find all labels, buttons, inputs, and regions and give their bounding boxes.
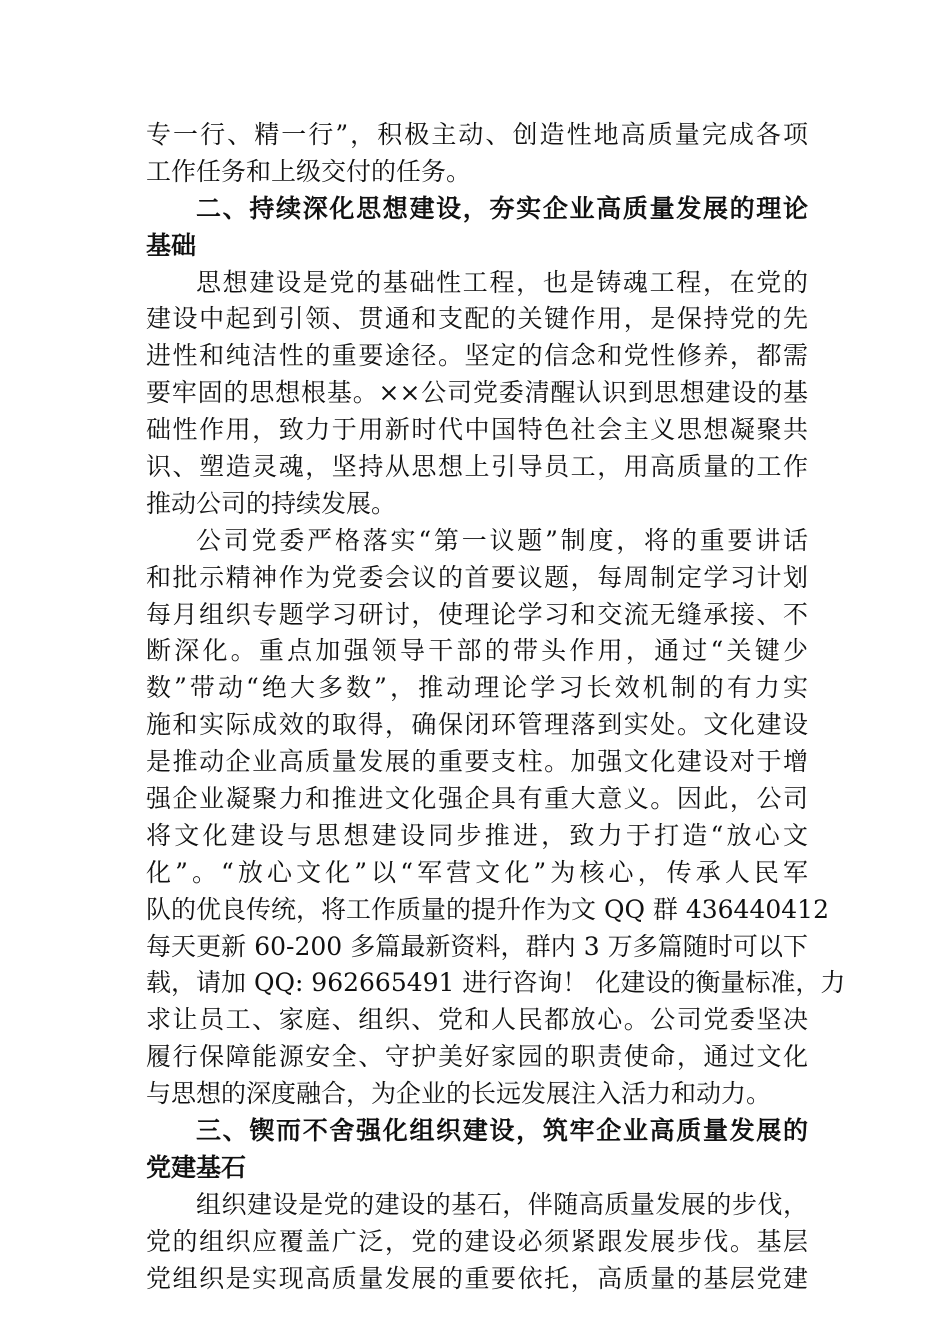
document-page xyxy=(146,117,846,1298)
text-line: 工作任务和上级交付的任务。 xyxy=(146,156,472,186)
text-line: 履行保障能源安全、守护美好家园的职责使命，通过文化 xyxy=(146,1042,808,1072)
text-line: 推动公司的持续发展。 xyxy=(146,488,397,518)
text-line: 数”带动“绝大多数”，推动理论学习长效机制的有力实 xyxy=(146,673,808,703)
text-line: 化”。“放心文化”以“军营文化”为核心，传承人民军 xyxy=(146,857,808,887)
text-line: 组织建设是党的建设的基石，伴随高质量发展的步伐， xyxy=(196,1189,808,1219)
paragraph-continued xyxy=(146,117,808,191)
heading-line: 党建基石 xyxy=(146,1152,247,1182)
text-line: 载，请加 QQ: 962665491 进行咨询！ 化建设的衡量标准，力 xyxy=(146,968,846,998)
text-line: 专一行、精一行”，积极主动、创造性地高质量完成各项 xyxy=(146,120,808,149)
text-line: 求让员工、家庭、组织、党和人民都放心。公司党委坚决 xyxy=(146,1005,808,1035)
text-line: 断深化。重点加强领导干部的带头作用，通过“关键少 xyxy=(146,636,808,666)
text-line: 党的组织应覆盖广泛，党的建设必须紧跟发展步伐。基层 xyxy=(146,1226,808,1256)
text-line: 识、塑造灵魂，坚持从思想上引导员工，用高质量的工作 xyxy=(146,452,808,482)
paragraph-organization xyxy=(146,1187,808,1298)
text-line: 将文化建设与思想建设同步推进，致力于打造“放心文 xyxy=(146,820,808,850)
text-line: 是推动企业高质量发展的重要支柱。加强文化建设对于增 xyxy=(146,747,808,777)
text-line: 础性作用，致力于用新时代中国特色社会主义思想凝聚共 xyxy=(146,415,808,445)
text-line: 建设中起到引领、贯通和支配的关键作用，是保持党的先 xyxy=(146,304,808,334)
text-line: 每月组织专题学习研讨，使理论学习和交流无缝承接、不 xyxy=(146,599,808,629)
section-heading-3 xyxy=(146,1113,808,1187)
text-line: 队的优良传统，将工作质量的提升作为文 QQ 群 436440412 xyxy=(146,894,829,924)
text-line: 和批示精神作为党委会议的首要议题，每周制定学习计划 xyxy=(146,562,808,592)
text-line: 施和实际成效的取得，确保闭环管理落到实处。文化建设 xyxy=(146,710,808,740)
heading-line: 三、锲而不舍强化组织建设，筑牢企业高质量发展的 xyxy=(196,1116,808,1146)
text-line: 每天更新 60-200 多篇最新资料，群内 3 万多篇随时可以下 xyxy=(146,931,808,961)
text-line: 进性和纯洁性的重要途径。坚定的信念和党性修养，都需 xyxy=(146,341,808,371)
text-line: 公司党委严格落实“第一议题”制度，将的重要讲话 xyxy=(196,525,808,555)
heading-line: 基础 xyxy=(146,230,197,260)
section-heading-2 xyxy=(146,191,808,265)
text-line: 思想建设是党的基础性工程，也是铸魂工程，在党的 xyxy=(196,267,808,297)
heading-line: 二、持续深化思想建设，夯实企业高质量发展的理论 xyxy=(196,193,808,223)
text-line: 党组织是实现高质量发展的重要依托，高质量的基层党建 xyxy=(146,1263,808,1293)
paragraph-ideology xyxy=(146,265,808,523)
text-line: 要牢固的思想根基。××公司党委清醒认识到思想建设的基 xyxy=(146,378,808,408)
text-line: 强企业凝聚力和推进文化强企具有重大意义。因此，公司 xyxy=(146,784,808,814)
paragraph-first-topic xyxy=(146,523,846,1113)
text-line: 与思想的深度融合，为企业的长远发展注入活力和动力。 xyxy=(146,1079,772,1109)
